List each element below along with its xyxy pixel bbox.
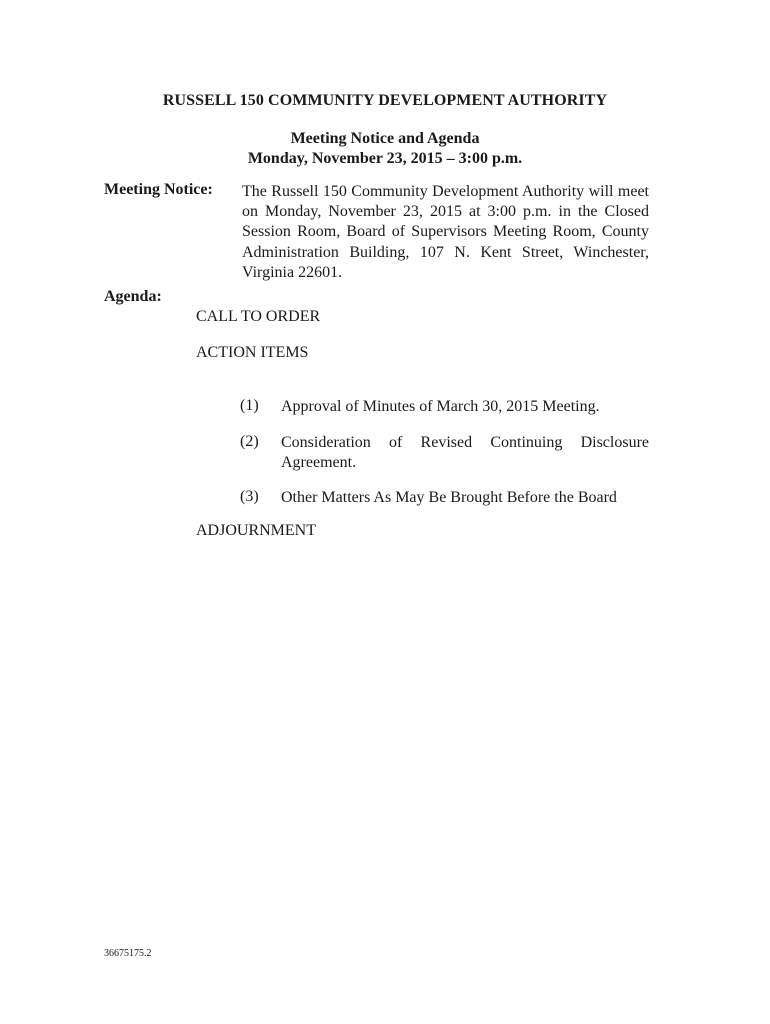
adjournment: ADJOURNMENT (196, 522, 316, 539)
agenda-item-text: Consideration of Revised Continuing Disclosure Agreement. (281, 434, 649, 471)
document-subtitle: Meeting Notice and Agenda (290, 130, 480, 147)
meeting-notice-label: Meeting Notice: (104, 181, 213, 198)
agenda-item-number: (3) (240, 488, 259, 505)
agenda-item-text: Approval of Minutes of March 30, 2015 Meeting. (281, 398, 600, 415)
document-title: RUSSELL 150 COMMUNITY DEVELOPMENT AUTHORITY (162, 92, 608, 109)
agenda-item-number: (1) (240, 397, 259, 414)
agenda-item-number: (2) (240, 433, 259, 450)
agenda-item-text: Other Matters As May Be Brought Before the Board (281, 489, 617, 506)
call-to-order: CALL TO ORDER (196, 308, 321, 325)
meeting-notice-text: The Russell 150 Community Development Authority will meet on Monday, November 23, 2015 at 3:00 p.m. in the Closed Session Room, Board of Supervisors Meeting Room, County Administration Building, 107 N. Kent Street, Winchester, Virginia 22601. (242, 183, 649, 281)
meeting-date: Monday, November 23, 2015 – 3:00 p.m. (247, 150, 523, 167)
action-items-heading: ACTION ITEMS (196, 344, 309, 361)
agenda-label: Agenda: (104, 288, 162, 305)
document-number: 36675175.2 (104, 948, 152, 959)
